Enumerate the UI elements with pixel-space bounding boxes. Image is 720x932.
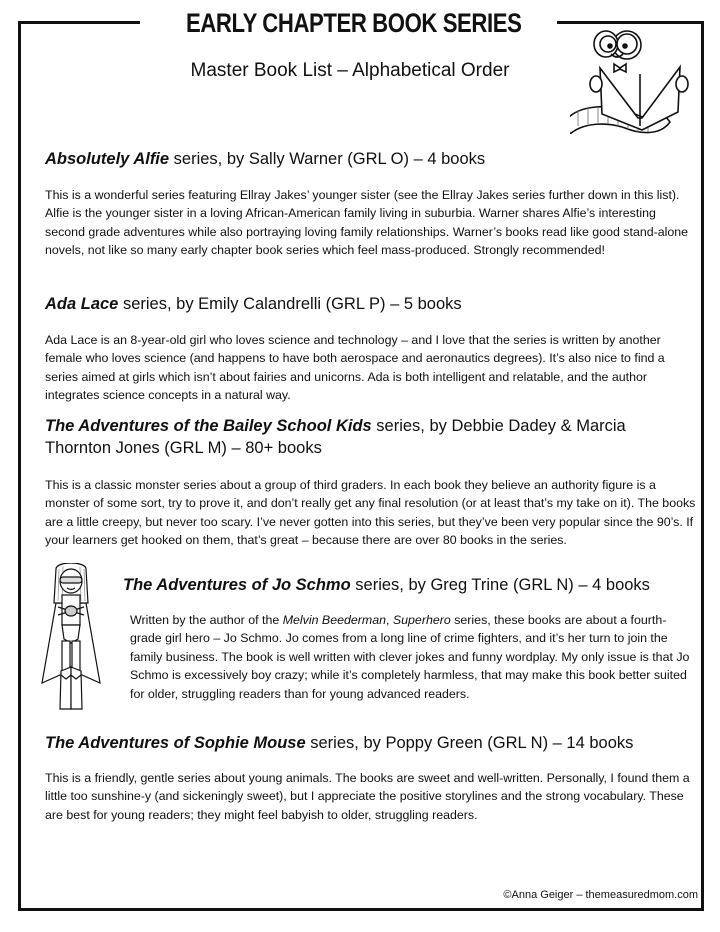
book-title: The Adventures of the Bailey School Kids: [45, 417, 372, 435]
book-entry-heading: [45, 148, 485, 170]
book-description: Ada Lace is an 8-year-old girl who loves science and technology – and I love that the series is written by another female who loves science (and happens to have both aerospace and aeronautics degrees). It’s also nice to find a series aimed at girls which isn’t about fairies and unicorns. Ada is both intelligent and relatable, and the author integrates science concepts in a natural way.: [45, 333, 665, 403]
page-title: EARLY CHAPTER BOOK SERIES: [186, 8, 522, 38]
description-text: ,: [386, 613, 393, 627]
book-entry-heading: [123, 574, 650, 596]
book-byline: series, by Sally Warner (GRL O) – 4 books: [169, 150, 486, 168]
book-byline: series, by Poppy Green (GRL N) – 14 books: [305, 734, 634, 752]
page-border-top-left: [18, 21, 140, 24]
book-description: This is a friendly, gentle series about young animals. The books are sweet and well-written. Personally, I found them a little too sunshine-y (and sickeningly sweet), but I appreciate the positive storylines and the strong vocabulary. These are best for young readers; they might feel babyish to older, struggling readers.: [45, 771, 690, 822]
book-entry-heading: [45, 732, 633, 754]
page-subtitle: Master Book List – Alphabetical Order: [190, 60, 510, 81]
book-byline: series, by Emily Calandrelli (GRL P) – 5 books: [118, 295, 462, 313]
description-text: Written by the author of the: [130, 613, 283, 627]
book-description: This is a classic monster series about a group of third graders. In each book they believe an authority figure is a monster of some sort, try to prove it, and don’t really get any final resolution (or at least that’s my take on it). The books are a little creepy, but never too scary. I’ve never gotten into this series, but they’ve been very popular since the 90’s. If your learners get hooked on them, that’s great – because there are over 80 books in the series.: [45, 478, 696, 548]
page-border-left: [18, 21, 21, 911]
page-border-bottom: [18, 908, 704, 911]
description-text: series, these books are about a fourth-grade girl hero – Jo Schmo. Jo comes from a long line of crime fighters, and it’s her turn to join the family business. The book is well written with clever jokes and funny wordplay. My only issue is that Jo Schmo is excessively boy crazy; while it’s completely harmless, that may make this book better suited for older, struggling readers than for young advanced readers.: [130, 613, 690, 701]
copyright-footer: ©Anna Geiger – themeasuredmom.com: [503, 889, 698, 901]
book-description: This is a wonderful series featuring Ellray Jakes’ younger sister (see the Ellray Jakes series further down in this list). Alfie is the younger sister in a loving African-American family living in suburbia. Warner shares Alfie’s interesting second grade adventures while also portraying loving family relationships. Warner’s books read like good stand-alone novels, not like so many early chapter book series which feel mass-produced. Strongly recommended!: [45, 188, 689, 258]
book-byline: series, by Greg Trine (GRL N) – 4 books: [350, 576, 650, 594]
book-title: The Adventures of Sophie Mouse: [45, 734, 306, 752]
book-description: [130, 611, 698, 703]
book-title: The Adventures of Jo Schmo: [123, 576, 351, 594]
girl-superhero-icon: [36, 563, 106, 723]
page-border-right: [701, 21, 704, 911]
book-byline: Thornton Jones (GRL M) – 80+ books: [45, 439, 322, 457]
book-title: Ada Lace: [45, 295, 119, 313]
book-byline: series, by Debbie Dadey & Marcia: [371, 417, 626, 435]
book-entry-heading: [45, 293, 462, 315]
book-entry-heading: [45, 415, 626, 459]
referenced-series-title: Superhero: [392, 613, 451, 627]
book-title: Absolutely Alfie: [45, 150, 170, 168]
bookworm-reading-icon: [570, 12, 700, 134]
referenced-series-title: Melvin Beederman: [282, 613, 386, 627]
